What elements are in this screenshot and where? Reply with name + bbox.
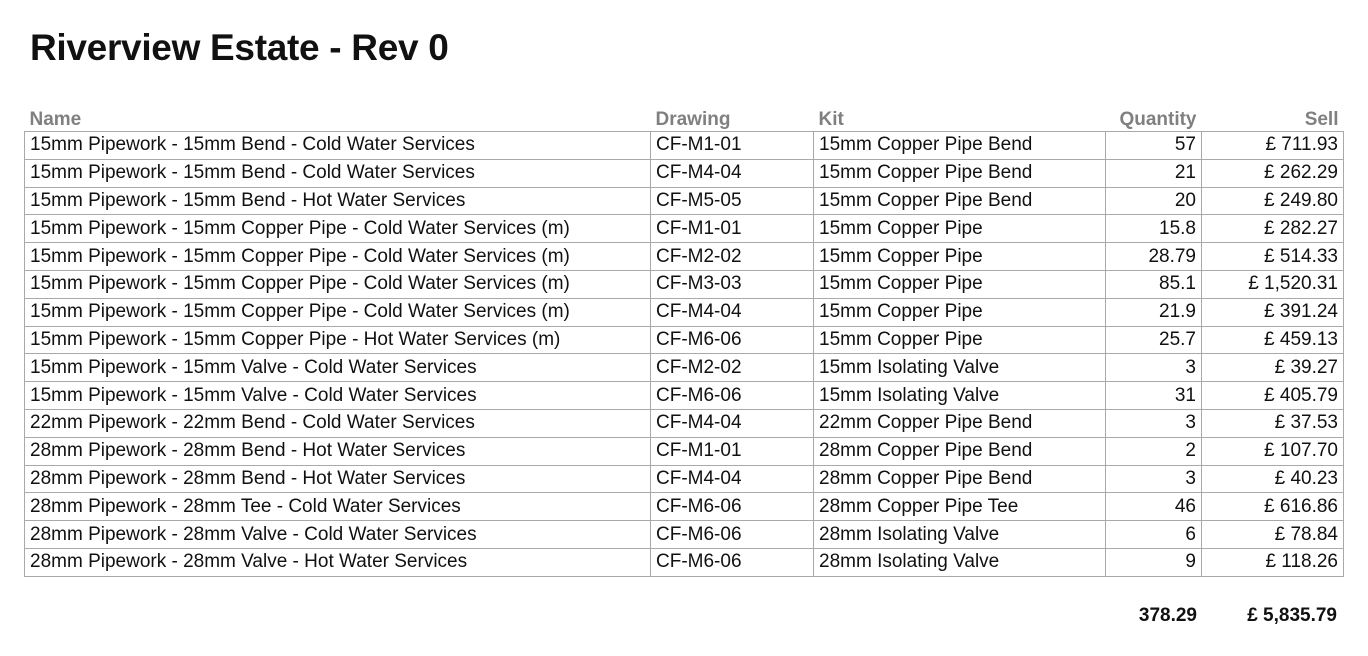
table-row [25, 354, 1344, 382]
cell-quantity: 25.7 [1106, 326, 1202, 354]
cell-sell: £ 391.24 [1202, 298, 1344, 326]
cell-name: 28mm Pipework - 28mm Bend - Hot Water Services [25, 465, 651, 493]
cell-kit: 15mm Isolating Valve [814, 382, 1106, 410]
table-row [25, 326, 1344, 354]
cell-kit: 15mm Copper Pipe Bend [814, 159, 1106, 187]
total-sell: £ 5,835.79 [1247, 605, 1337, 626]
cell-drawing: CF-M5-05 [651, 187, 814, 215]
cell-quantity: 3 [1106, 409, 1202, 437]
cell-name: 28mm Pipework - 28mm Tee - Cold Water Services [25, 493, 651, 521]
cell-name: 15mm Pipework - 15mm Valve - Cold Water Services [25, 354, 651, 382]
table-row [25, 437, 1344, 465]
table-row [25, 409, 1344, 437]
cell-sell: £ 262.29 [1202, 159, 1344, 187]
cell-name: 15mm Pipework - 15mm Copper Pipe - Cold Water Services (m) [25, 215, 651, 243]
cell-name: 22mm Pipework - 22mm Bend - Cold Water Services [25, 409, 651, 437]
cell-sell: £ 249.80 [1202, 187, 1344, 215]
cell-kit: 15mm Isolating Valve [814, 354, 1106, 382]
cell-drawing: CF-M6-06 [651, 521, 814, 549]
cell-kit: 28mm Isolating Valve [814, 521, 1106, 549]
table-row [25, 298, 1344, 326]
cell-drawing: CF-M4-04 [651, 465, 814, 493]
cell-quantity: 15.8 [1106, 215, 1202, 243]
cell-kit: 22mm Copper Pipe Bend [814, 409, 1106, 437]
cell-name: 15mm Pipework - 15mm Bend - Hot Water Services [25, 187, 651, 215]
cell-sell: £ 40.23 [1202, 465, 1344, 493]
cell-sell: £ 514.33 [1202, 243, 1344, 271]
table-row [25, 215, 1344, 243]
cell-sell: £ 37.53 [1202, 409, 1344, 437]
cell-sell: £ 118.26 [1202, 548, 1344, 576]
cell-quantity: 2 [1106, 437, 1202, 465]
cell-drawing: CF-M6-06 [651, 326, 814, 354]
cell-kit: 28mm Copper Pipe Tee [814, 493, 1106, 521]
cell-quantity: 46 [1106, 493, 1202, 521]
cell-sell: £ 39.27 [1202, 354, 1344, 382]
cell-kit: 15mm Copper Pipe Bend [814, 132, 1106, 160]
cell-sell: £ 107.70 [1202, 437, 1344, 465]
cell-kit: 28mm Copper Pipe Bend [814, 437, 1106, 465]
table-row [25, 465, 1344, 493]
table-row [25, 493, 1344, 521]
cell-quantity: 20 [1106, 187, 1202, 215]
table-row [25, 132, 1344, 160]
cell-sell: £ 616.86 [1202, 493, 1344, 521]
cell-kit: 15mm Copper Pipe [814, 215, 1106, 243]
table-row [25, 521, 1344, 549]
cell-kit: 15mm Copper Pipe [814, 326, 1106, 354]
cell-name: 15mm Pipework - 15mm Bend - Cold Water Services [25, 132, 651, 160]
cell-name: 15mm Pipework - 15mm Copper Pipe - Cold Water Services (m) [25, 298, 651, 326]
cell-drawing: CF-M6-06 [651, 548, 814, 576]
column-header-drawing: Drawing [655, 109, 731, 130]
table-body [25, 132, 1344, 577]
cell-drawing: CF-M4-04 [651, 159, 814, 187]
cell-drawing: CF-M4-04 [651, 409, 814, 437]
cell-quantity: 31 [1106, 382, 1202, 410]
cell-drawing: CF-M2-02 [651, 243, 814, 271]
cell-name: 15mm Pipework - 15mm Valve - Cold Water Services [25, 382, 651, 410]
cell-name: 28mm Pipework - 28mm Bend - Hot Water Services [25, 437, 651, 465]
column-header-quantity: Quantity [1119, 109, 1197, 130]
cell-drawing: CF-M6-06 [651, 382, 814, 410]
cell-quantity: 57 [1106, 132, 1202, 160]
cell-sell: £ 1,520.31 [1202, 270, 1344, 298]
cell-sell: £ 282.27 [1202, 215, 1344, 243]
total-quantity: 378.29 [1138, 605, 1197, 626]
cell-kit: 15mm Copper Pipe [814, 270, 1106, 298]
cell-drawing: CF-M1-01 [651, 215, 814, 243]
cell-name: 28mm Pipework - 28mm Valve - Cold Water Services [25, 521, 651, 549]
cell-kit: 28mm Isolating Valve [814, 548, 1106, 576]
cell-name: 15mm Pipework - 15mm Copper Pipe - Cold Water Services (m) [25, 243, 651, 271]
cell-kit: 15mm Copper Pipe [814, 298, 1106, 326]
cell-sell: £ 78.84 [1202, 521, 1344, 549]
cell-quantity: 28.79 [1106, 243, 1202, 271]
cell-name: 15mm Pipework - 15mm Bend - Cold Water Services [25, 159, 651, 187]
cell-drawing: CF-M4-04 [651, 298, 814, 326]
cell-drawing: CF-M1-01 [651, 132, 814, 160]
cell-drawing: CF-M3-03 [651, 270, 814, 298]
cell-name: 15mm Pipework - 15mm Copper Pipe - Hot Water Services (m) [25, 326, 651, 354]
cell-drawing: CF-M6-06 [651, 493, 814, 521]
cell-name: 15mm Pipework - 15mm Copper Pipe - Cold Water Services (m) [25, 270, 651, 298]
table-row [25, 270, 1344, 298]
table-row [25, 382, 1344, 410]
cell-sell: £ 405.79 [1202, 382, 1344, 410]
kit-table [24, 103, 1344, 577]
column-header-name: Name [29, 109, 82, 130]
cell-kit: 15mm Copper Pipe Bend [814, 187, 1106, 215]
column-header-kit: Kit [818, 109, 844, 130]
column-header-sell: Sell [1304, 109, 1339, 130]
table-row [25, 159, 1344, 187]
cell-sell: £ 711.93 [1202, 132, 1344, 160]
cell-quantity: 85.1 [1106, 270, 1202, 298]
cell-quantity: 3 [1106, 354, 1202, 382]
cell-quantity: 21.9 [1106, 298, 1202, 326]
table-row [25, 548, 1344, 576]
cell-quantity: 21 [1106, 159, 1202, 187]
cell-name: 28mm Pipework - 28mm Valve - Hot Water Services [25, 548, 651, 576]
cell-drawing: CF-M2-02 [651, 354, 814, 382]
cell-kit: 28mm Copper Pipe Bend [814, 465, 1106, 493]
cell-sell: £ 459.13 [1202, 326, 1344, 354]
page-title: Riverview Estate - Rev 0 [30, 27, 449, 68]
cell-drawing: CF-M1-01 [651, 437, 814, 465]
table-row [25, 243, 1344, 271]
cell-quantity: 9 [1106, 548, 1202, 576]
table-header-row [25, 103, 1344, 132]
cell-quantity: 6 [1106, 521, 1202, 549]
cell-kit: 15mm Copper Pipe [814, 243, 1106, 271]
cell-quantity: 3 [1106, 465, 1202, 493]
table-row [25, 187, 1344, 215]
